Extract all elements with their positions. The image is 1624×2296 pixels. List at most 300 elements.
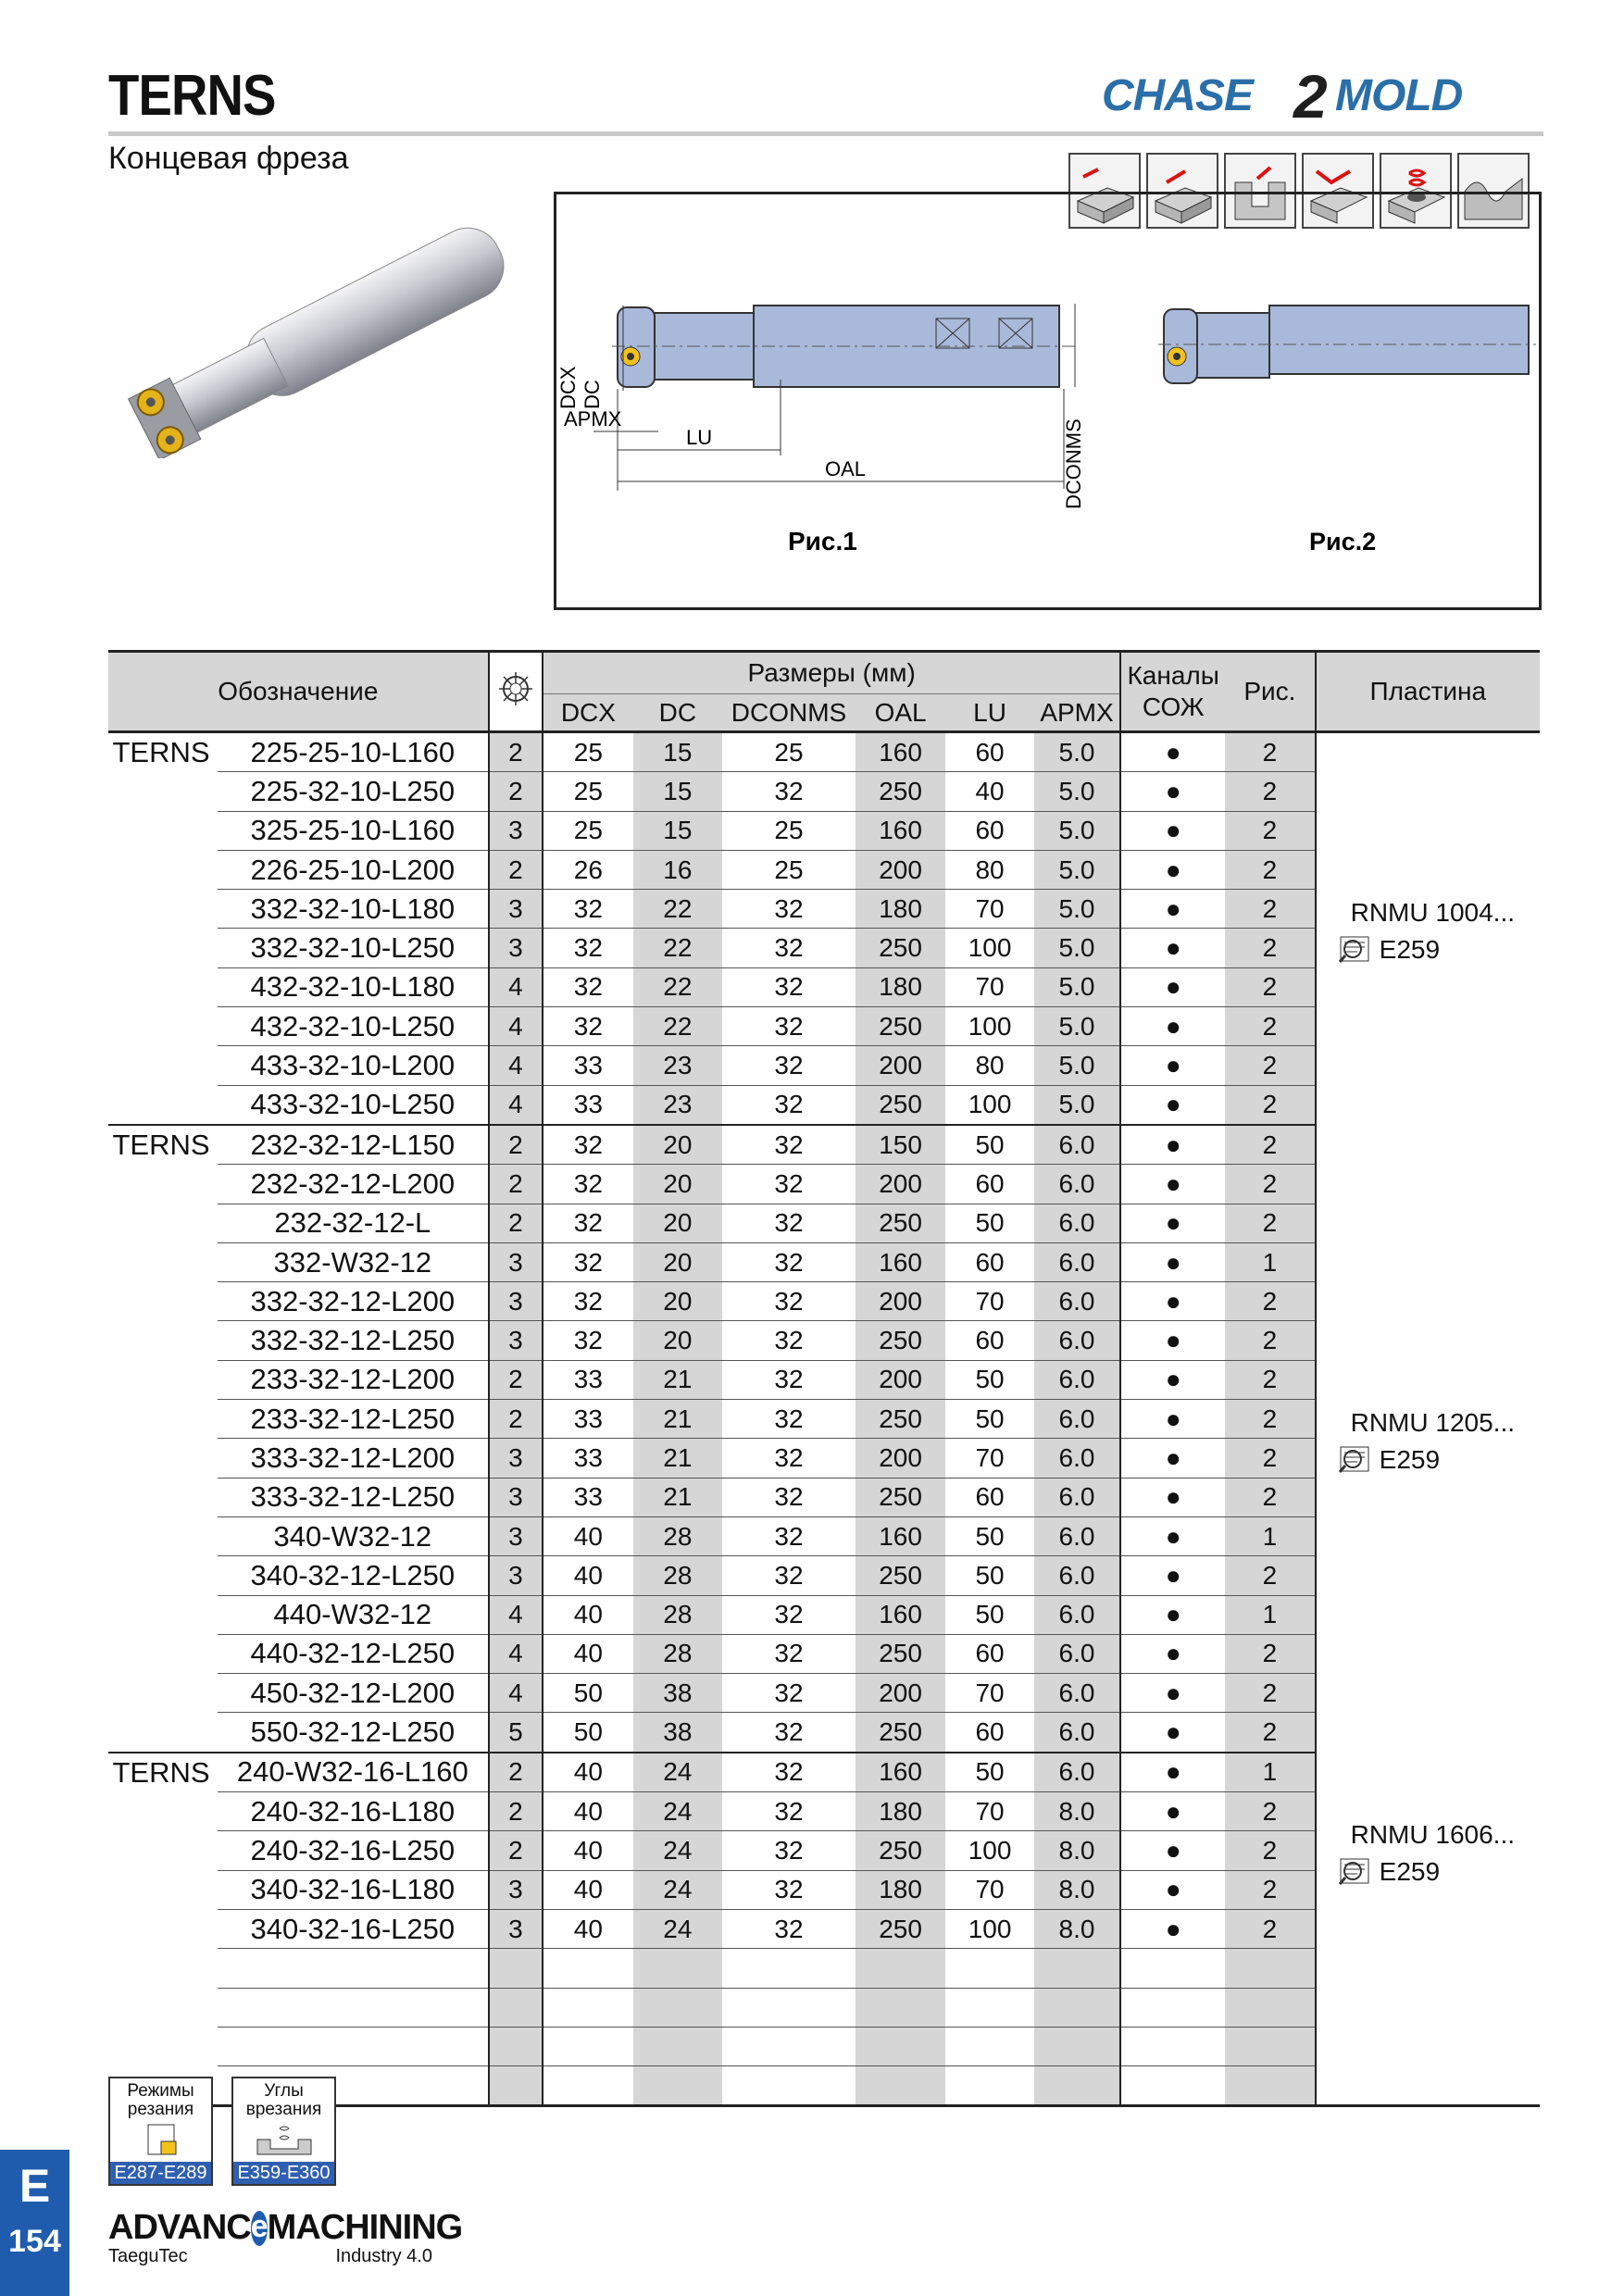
oal-cell: 200 [856, 1282, 946, 1321]
cool-cell: ● [1120, 732, 1225, 772]
apmx-cell: 6.0 [1034, 1516, 1120, 1555]
empty-cell [1120, 2027, 1225, 2065]
fig-cell: 2 [1225, 1282, 1316, 1321]
empty-cell [856, 1949, 946, 1988]
dconms-cell: 32 [722, 1634, 856, 1673]
designation-cell: 232-32-12-L [218, 1204, 489, 1242]
series-prefix [108, 1831, 218, 1870]
brand-two: 2 [1293, 62, 1328, 131]
table-row [108, 732, 1540, 772]
fig-cell: 2 [1225, 1085, 1316, 1125]
dc-cell: 15 [633, 732, 722, 772]
dcx-cell: 40 [543, 1516, 633, 1555]
cool-cell: ● [1120, 1909, 1225, 1948]
dc-cell: 20 [633, 1204, 722, 1242]
cool-cell: ● [1120, 850, 1225, 889]
empty-cell [108, 2027, 218, 2065]
z-cell: 3 [489, 811, 543, 850]
dconms-cell: 32 [722, 1831, 856, 1870]
lu-cell: 50 [945, 1400, 1033, 1439]
dc-cell: 23 [633, 1046, 722, 1085]
designation-cell: 440-32-12-L250 [218, 1634, 489, 1673]
dcx-cell: 32 [543, 1007, 633, 1046]
empty-cell [489, 2066, 543, 2106]
series-prefix: TERNS [112, 1128, 210, 1161]
z-cell: 3 [489, 1439, 543, 1478]
lu-cell: 70 [945, 890, 1033, 929]
dconms-cell: 32 [722, 1007, 856, 1046]
dc-cell: 20 [633, 1165, 722, 1204]
oal-cell: 250 [856, 1634, 946, 1673]
lu-cell: 60 [945, 1165, 1033, 1204]
fig-cell: 2 [1225, 1634, 1316, 1673]
designation-cell: 332-32-12-L250 [218, 1321, 489, 1360]
footer-brand-e: e [250, 2208, 268, 2244]
z-cell: 2 [489, 1831, 543, 1870]
empty-row [108, 1949, 1540, 1988]
apmx-cell: 6.0 [1034, 1400, 1120, 1439]
series-prefix [108, 1165, 218, 1204]
fig-cell: 2 [1225, 1125, 1316, 1165]
dconms-cell: 32 [722, 1360, 856, 1399]
fig-cell: 1 [1225, 1753, 1316, 1792]
fig-cell: 2 [1225, 967, 1316, 1006]
designation-cell: 332-W32-12 [218, 1242, 489, 1281]
dcx-cell: 33 [543, 1085, 633, 1125]
series-prefix [108, 1282, 218, 1321]
teeth-count-icon [489, 652, 543, 732]
series-prefix [108, 1634, 218, 1673]
fig-cell: 1 [1225, 1595, 1316, 1634]
fig-cell: 2 [1225, 1556, 1316, 1595]
apmx-cell: 8.0 [1034, 1870, 1120, 1909]
designation-cell: 240-W32-16-L160 [218, 1753, 489, 1792]
dcx-cell: 40 [543, 1792, 633, 1831]
cool-cell: ● [1120, 1046, 1225, 1085]
fig-cell: 2 [1225, 1831, 1316, 1870]
designation-cell: 225-25-10-L160 [218, 732, 489, 772]
section-tab [0, 2150, 69, 2296]
apmx-cell: 6.0 [1034, 1753, 1120, 1792]
cutting-modes-ref[interactable]: E287-E289 [110, 2162, 211, 2184]
entry-angles-ref[interactable]: E359-E360 [233, 2162, 334, 2184]
dc-cell: 38 [633, 1674, 722, 1713]
insert-cell [1316, 1125, 1540, 1753]
series-prefix: TERNS [112, 1755, 210, 1789]
oal-cell: 160 [856, 1753, 946, 1792]
footer-brand-left: ADVANC [108, 2208, 251, 2247]
fig-cell: 2 [1225, 1007, 1316, 1046]
oal-label: OAL [825, 457, 867, 480]
dcx-cell: 32 [543, 1282, 633, 1321]
cool-cell: ● [1120, 967, 1225, 1006]
dconms-cell: 32 [722, 1478, 856, 1516]
designation-cell: 450-32-12-L200 [218, 1674, 489, 1713]
oal-cell: 250 [856, 1556, 946, 1595]
empty-cell [489, 2027, 543, 2065]
fig-cell: 2 [1225, 772, 1316, 811]
z-cell: 2 [489, 732, 543, 772]
dconms-cell: 32 [722, 1204, 856, 1242]
oal-cell: 200 [856, 1439, 946, 1478]
empty-cell [108, 1949, 218, 1988]
dconms-cell: 32 [722, 929, 856, 967]
cool-cell: ● [1120, 1713, 1225, 1753]
z-cell: 3 [489, 1516, 543, 1555]
fig-cell: 2 [1225, 1674, 1316, 1713]
fig2-label: Рис.2 [1309, 528, 1377, 555]
series-prefix [108, 1360, 218, 1399]
oal-cell: 160 [856, 1516, 946, 1555]
apmx-cell: 6.0 [1034, 1321, 1120, 1360]
series-prefix [108, 850, 218, 889]
empty-cell [543, 2027, 633, 2065]
z-cell: 5 [489, 1713, 543, 1753]
lu-cell: 60 [945, 1321, 1033, 1360]
dc-cell: 28 [633, 1634, 722, 1673]
series-prefix [108, 1674, 218, 1713]
lu-cell: 70 [945, 1870, 1033, 1909]
title-rule [108, 131, 1543, 136]
dc-cell: 15 [633, 772, 722, 811]
dcx-cell: 32 [543, 890, 633, 929]
z-cell: 3 [489, 929, 543, 967]
lu-cell: 50 [945, 1360, 1033, 1399]
insert-ref[interactable]: E259 [1379, 1444, 1441, 1474]
designation-cell: 325-25-10-L160 [218, 811, 489, 850]
cool-cell: ● [1120, 1360, 1225, 1399]
empty-cell [489, 1988, 543, 2027]
catalog-ref-icon [1337, 935, 1374, 965]
dc-cell: 24 [633, 1831, 722, 1870]
apmx-cell: 5.0 [1034, 1085, 1120, 1125]
cool-cell: ● [1120, 1792, 1225, 1831]
series-prefix [108, 1909, 218, 1948]
dc-cell: 15 [633, 811, 722, 850]
lu-cell: 40 [945, 772, 1033, 811]
series-prefix [108, 1556, 218, 1595]
dc-cell: 16 [633, 850, 722, 889]
lu-cell: 80 [945, 1046, 1033, 1085]
cutting-data-icon [133, 2121, 189, 2158]
empty-cell [1225, 1988, 1316, 2027]
fig-cell: 2 [1225, 850, 1316, 889]
z-cell: 3 [489, 1909, 543, 1948]
insert-cell [1316, 1753, 1540, 1949]
empty-cell [1034, 2066, 1120, 2106]
dc-cell: 28 [633, 1516, 722, 1555]
z-cell: 2 [489, 1753, 543, 1792]
dcx-cell: 40 [543, 1753, 633, 1792]
z-cell: 4 [489, 1007, 543, 1046]
insert-ref-link[interactable] [1326, 935, 1540, 965]
empty-cell [1316, 1988, 1540, 2027]
designation-cell: 232-32-12-L200 [218, 1165, 489, 1204]
dc-cell: 21 [633, 1478, 722, 1516]
z-cell: 4 [489, 1674, 543, 1713]
dc-cell: 23 [633, 1085, 722, 1125]
dc-cell: 24 [633, 1792, 722, 1831]
series-prefix [108, 1204, 218, 1242]
empty-cell [1316, 2066, 1540, 2106]
oal-cell: 180 [856, 1792, 946, 1831]
dconms-cell: 32 [722, 1792, 856, 1831]
apmx-cell: 6.0 [1034, 1634, 1120, 1673]
fig-cell: 2 [1225, 1909, 1316, 1948]
cool-cell: ● [1120, 1674, 1225, 1713]
dc-cell: 20 [633, 1125, 722, 1165]
apmx-cell: 5.0 [1034, 967, 1120, 1006]
dcx-cell: 25 [543, 772, 633, 811]
series-prefix [108, 967, 218, 1006]
empty-cell [218, 1949, 489, 1988]
z-cell: 4 [489, 1595, 543, 1634]
lu-cell: 60 [945, 1713, 1033, 1753]
empty-cell [856, 1988, 946, 2027]
oal-cell: 250 [856, 1831, 946, 1870]
apmx-cell: 8.0 [1034, 1831, 1120, 1870]
advance-machining-logo [108, 2208, 463, 2273]
cool-cell: ● [1120, 1282, 1225, 1321]
designation-cell: 432-32-10-L180 [218, 967, 489, 1006]
empty-cell [1120, 1949, 1225, 1988]
designation-cell: 240-32-16-L250 [218, 1831, 489, 1870]
oal-cell: 160 [856, 732, 946, 772]
dconms-cell: 25 [722, 732, 856, 772]
z-cell: 2 [489, 850, 543, 889]
dconms-cell: 32 [722, 1400, 856, 1439]
designation-cell: 332-32-12-L200 [218, 1282, 489, 1321]
dcx-cell: 50 [543, 1674, 633, 1713]
designation-cell: 226-25-10-L200 [218, 850, 489, 889]
lu-cell: 60 [945, 1242, 1033, 1281]
cool-cell: ● [1120, 1595, 1225, 1634]
designation-cell: 432-32-10-L250 [218, 1007, 489, 1046]
designation-cell: 433-32-10-L250 [218, 1085, 489, 1125]
lu-cell: 100 [945, 1007, 1033, 1046]
entry-angles-label: Углы врезания [245, 2081, 322, 2119]
designation-cell: 225-32-10-L250 [218, 772, 489, 811]
footer-sub-right: Industry 4.0 [335, 2246, 432, 2266]
series-prefix [108, 772, 218, 811]
dconms-cell: 32 [722, 1125, 856, 1165]
z-cell: 4 [489, 1085, 543, 1125]
dc-label: DC [581, 380, 604, 409]
fig-cell: 2 [1225, 1870, 1316, 1909]
oal-cell: 200 [856, 850, 946, 889]
cool-cell: ● [1120, 1204, 1225, 1242]
lu-cell: 70 [945, 967, 1033, 1006]
designation-cell: 340-32-16-L250 [218, 1909, 489, 1948]
designation-cell: 340-32-12-L250 [218, 1556, 489, 1595]
designation-cell: 340-32-16-L180 [218, 1870, 489, 1909]
designation-cell: 440-W32-12 [218, 1595, 489, 1634]
empty-cell [1225, 1949, 1316, 1988]
z-cell: 2 [489, 1360, 543, 1399]
dcx-label: DCX [556, 366, 580, 409]
header-designation: Обозначение [108, 652, 489, 732]
dcx-cell: 33 [543, 1439, 633, 1478]
dconms-cell: 32 [722, 1242, 856, 1281]
dcx-cell: 33 [543, 1400, 633, 1439]
dconms-cell: 32 [722, 1165, 856, 1204]
dcx-cell: 33 [543, 1478, 633, 1516]
dc-cell: 24 [633, 1909, 722, 1948]
empty-cell [108, 1988, 218, 2027]
dconms-cell: 32 [722, 890, 856, 929]
dcx-cell: 33 [543, 1046, 633, 1085]
z-cell: 4 [489, 1046, 543, 1085]
lu-cell: 80 [945, 850, 1033, 889]
series-prefix [108, 929, 218, 967]
empty-cell [633, 1988, 722, 2027]
technical-drawing [556, 194, 1539, 607]
z-cell: 2 [489, 772, 543, 811]
insert-ref-link[interactable] [1326, 1445, 1540, 1475]
cool-cell: ● [1120, 1165, 1225, 1204]
dcx-cell: 32 [543, 967, 633, 1006]
designation-cell: 240-32-16-L180 [218, 1792, 489, 1831]
cool-cell: ● [1120, 1085, 1225, 1125]
cutting-modes-box[interactable] [108, 2077, 213, 2186]
dc-cell: 20 [633, 1242, 722, 1281]
fig-cell: 2 [1225, 732, 1316, 772]
apmx-cell: 6.0 [1034, 1478, 1120, 1516]
dcx-cell: 33 [543, 1360, 633, 1399]
lu-cell: 50 [945, 1753, 1033, 1792]
footer-sub-left: TaeguTec [108, 2246, 188, 2266]
dconms-cell: 32 [722, 1870, 856, 1909]
catalog-ref-icon [1337, 1857, 1374, 1887]
dc-cell: 24 [633, 1870, 722, 1909]
apmx-cell: 5.0 [1034, 850, 1120, 889]
brand-text-1: CHASE [1102, 71, 1254, 120]
dconms-cell: 32 [722, 1556, 856, 1595]
lu-cell: 50 [945, 1516, 1033, 1555]
dcx-cell: 40 [543, 1909, 633, 1948]
ramping-angle-icon [252, 2121, 317, 2158]
oal-cell: 200 [856, 1046, 946, 1085]
insert-ref[interactable]: E259 [1379, 935, 1441, 965]
dcx-cell: 40 [543, 1556, 633, 1595]
series-prefix: TERNS [112, 735, 210, 768]
dcx-cell: 25 [543, 732, 633, 772]
designation-cell: 233-32-12-L250 [218, 1400, 489, 1439]
lu-cell: 50 [945, 1595, 1033, 1634]
empty-cell [1225, 2066, 1316, 2106]
dcx-cell: 32 [543, 1125, 633, 1165]
z-cell: 3 [489, 1556, 543, 1595]
apmx-cell: 6.0 [1034, 1713, 1120, 1753]
z-cell: 3 [489, 1282, 543, 1321]
designation-cell: 340-W32-12 [218, 1516, 489, 1555]
dcx-cell: 32 [543, 1204, 633, 1242]
lu-cell: 70 [945, 1792, 1033, 1831]
table-row [108, 1753, 1540, 1792]
insert-ref-link[interactable] [1326, 1857, 1540, 1887]
dc-cell: 21 [633, 1360, 722, 1399]
dcx-cell: 32 [543, 929, 633, 967]
entry-angles-box[interactable] [231, 2077, 336, 2186]
dc-cell: 21 [633, 1400, 722, 1439]
series-prefix [108, 1321, 218, 1360]
apmx-cell: 5.0 [1034, 1046, 1120, 1085]
dc-cell: 20 [633, 1282, 722, 1321]
cool-cell: ● [1120, 1556, 1225, 1595]
insert-ref[interactable]: E259 [1379, 1856, 1441, 1886]
end-mill-photo [111, 208, 546, 458]
series-prefix [108, 811, 218, 850]
dconms-cell: 25 [722, 811, 856, 850]
cool-cell: ● [1120, 1242, 1225, 1281]
header-apmx: APMX [1034, 694, 1120, 732]
series-prefix [108, 1870, 218, 1909]
lu-cell: 60 [945, 811, 1033, 850]
dc-cell: 24 [633, 1753, 722, 1792]
empty-cell [218, 1988, 489, 2027]
oal-cell: 250 [856, 772, 946, 811]
fig-cell: 2 [1225, 811, 1316, 850]
lu-cell: 50 [945, 1556, 1033, 1595]
empty-cell [945, 1988, 1033, 2027]
apmx-cell: 6.0 [1034, 1556, 1120, 1595]
header-dc: DC [633, 694, 722, 732]
dcx-cell: 32 [543, 1242, 633, 1281]
designation-cell: 333-32-12-L200 [218, 1439, 489, 1478]
z-cell: 2 [489, 1165, 543, 1204]
fig-cell: 2 [1225, 1478, 1316, 1516]
oal-cell: 180 [856, 890, 946, 929]
cool-cell: ● [1120, 1400, 1225, 1439]
empty-cell [1316, 1949, 1540, 1988]
lu-cell: 70 [945, 1439, 1033, 1478]
apmx-cell: 6.0 [1034, 1204, 1120, 1242]
fig-cell: 2 [1225, 890, 1316, 929]
dc-cell: 22 [633, 929, 722, 967]
designation-cell: 332-32-10-L180 [218, 890, 489, 929]
dconms-cell: 32 [722, 1439, 856, 1478]
fig1-label: Рис.1 [788, 527, 857, 555]
dconms-cell: 32 [722, 1595, 856, 1634]
fig-cell: 2 [1225, 1360, 1316, 1399]
cool-cell: ● [1120, 772, 1225, 811]
fig-cell: 2 [1225, 1792, 1316, 1831]
oal-cell: 250 [856, 1007, 946, 1046]
fig-cell: 2 [1225, 1439, 1316, 1478]
oal-cell: 250 [856, 1204, 946, 1242]
dconms-cell: 32 [722, 1909, 856, 1948]
oal-cell: 250 [856, 1478, 946, 1516]
empty-cell [1120, 2066, 1225, 2106]
apmx-cell: 6.0 [1034, 1242, 1120, 1281]
product-table [108, 650, 1540, 2107]
cool-cell: ● [1120, 1516, 1225, 1555]
empty-cell [1120, 1988, 1225, 2027]
oal-cell: 250 [856, 1400, 946, 1439]
empty-cell [1034, 1988, 1120, 2027]
fig-cell: 2 [1225, 1204, 1316, 1242]
dcx-cell: 25 [543, 811, 633, 850]
series-prefix [108, 1085, 218, 1125]
fig-cell: 2 [1225, 1046, 1316, 1085]
z-cell: 4 [489, 1634, 543, 1673]
cool-cell: ● [1120, 1007, 1225, 1046]
dcx-cell: 40 [543, 1870, 633, 1909]
empty-cell [722, 1988, 856, 2027]
z-cell: 3 [489, 1870, 543, 1909]
header-dcx: DCX [543, 694, 633, 732]
designation-cell: 233-32-12-L200 [218, 1360, 489, 1399]
